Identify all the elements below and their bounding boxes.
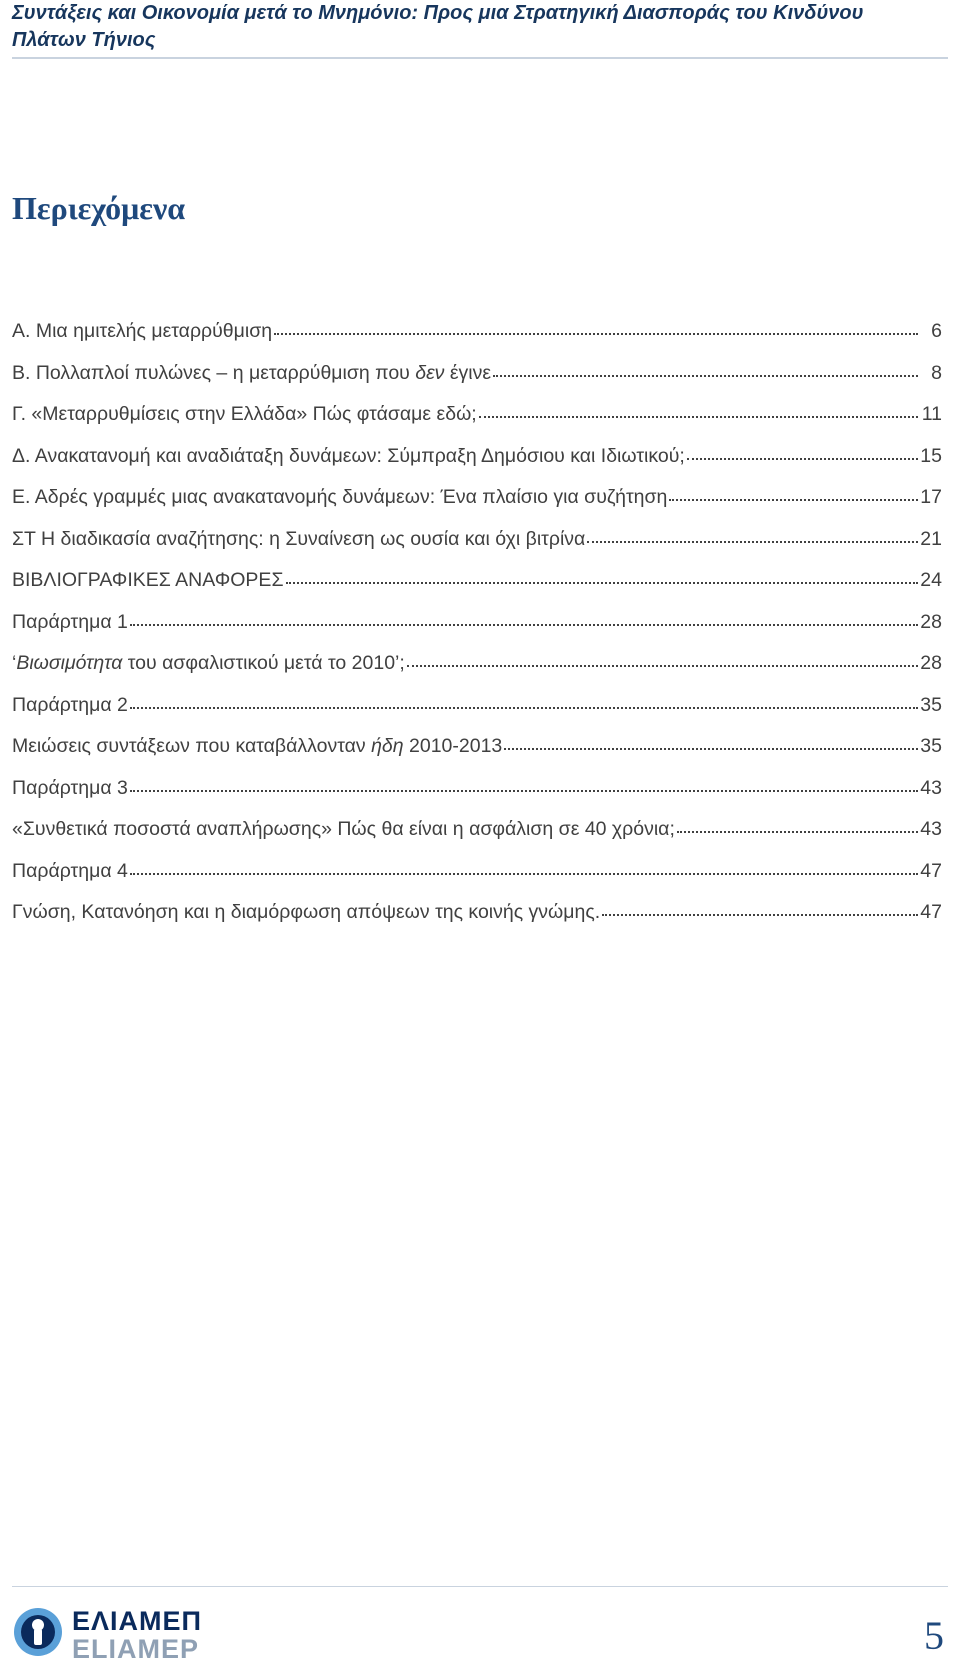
toc-entry-page: 15 <box>920 444 942 467</box>
toc-entry-page: 17 <box>920 486 942 508</box>
toc-dot-leader <box>286 582 919 584</box>
toc-entry-page: 8 <box>931 361 942 384</box>
toc-dot-leader <box>669 499 918 501</box>
toc-entry-title <box>12 818 675 841</box>
toc-dot-leader <box>479 416 918 418</box>
footer-divider <box>12 1586 948 1587</box>
toc-entry-page: 28 <box>920 610 942 633</box>
toc-dot-leader <box>130 707 918 709</box>
header-author: Πλάτων Τήνιος <box>12 29 156 51</box>
toc-entry-title <box>12 901 600 924</box>
toc-entry-title <box>12 362 491 385</box>
toc-entry[interactable] <box>12 694 942 736</box>
toc-entry-text: Δ. Ανακατανομή και αναδιάταξη δυνάμεων: Σύμπραξη Δημόσιου και Ιδιωτικού; <box>12 444 685 467</box>
toc-entry-page: 21 <box>920 527 942 550</box>
toc-dot-leader <box>407 665 918 667</box>
toc-entry-title <box>12 860 128 883</box>
toc-entry-page: 43 <box>920 776 942 799</box>
toc-entry-title <box>12 320 272 343</box>
header-title: Συντάξεις και Οικονομία μετά το Μνημόνιο: Προς μια Στρατηγική Διασποράς του Κινδύνου <box>12 2 864 24</box>
toc-entry[interactable] <box>12 445 942 487</box>
toc-entry-text: Παράρτημα 4 <box>12 859 128 882</box>
toc-entry-page: 43 <box>920 818 942 840</box>
toc-entry-emphasis: Βιωσιμότητα <box>16 652 123 674</box>
toc-entry[interactable] <box>12 735 942 777</box>
toc-entry-page: 47 <box>920 859 942 882</box>
toc-entry-text: Α. Μια ημιτελής μεταρρύθμιση <box>12 320 273 342</box>
toc-entry-text: ‘ <box>12 652 17 674</box>
toc-entry-text: 2010-2013 <box>403 735 503 757</box>
toc-entry-title <box>12 735 502 758</box>
page-number: 5 <box>924 1613 944 1658</box>
toc-entry-emphasis: δεν <box>415 361 445 384</box>
toc-entry[interactable] <box>12 611 942 653</box>
toc-entry[interactable] <box>12 486 942 528</box>
toc-entry-text: ΒΙΒΛΙΟΓΡΑΦΙΚΕΣ ΑΝΑΦΟΡΕΣ <box>12 569 284 591</box>
toc-entry-title <box>12 528 585 551</box>
toc-entry[interactable] <box>12 818 942 860</box>
toc-entry-page: 35 <box>920 735 942 757</box>
toc-entry-title <box>12 445 685 468</box>
toc-entry-text: Παράρτημα 3 <box>12 776 128 799</box>
toc-entry-title <box>12 652 405 675</box>
toc-entry[interactable] <box>12 777 942 819</box>
toc-dot-leader <box>677 831 918 833</box>
toc-entry[interactable] <box>12 403 942 445</box>
toc-dot-leader <box>587 541 918 543</box>
logo-text-greek: ΕΛΙΑΜΕΠ <box>72 1606 203 1636</box>
toc-dot-leader <box>493 375 918 377</box>
toc-dot-leader <box>602 914 918 916</box>
toc-entry-title <box>12 777 128 800</box>
toc-dot-leader <box>504 748 918 750</box>
toc-entry-page: 47 <box>920 901 942 923</box>
toc-dot-leader <box>687 458 918 460</box>
toc-dot-leader <box>274 333 918 335</box>
toc-entry[interactable] <box>12 901 942 943</box>
toc-entry-text: έγινε <box>444 361 492 384</box>
toc-entry[interactable] <box>12 320 942 362</box>
toc-entry-text: Β. Πολλαπλοί πυλώνες – η μεταρρύθμιση που <box>12 361 416 384</box>
toc-entry-text: «Συνθετικά ποσοστά αναπλήρωσης» Πώς θα είναι η ασφάλιση σε 40 χρόνια; <box>12 818 675 840</box>
logo-emblem-icon <box>12 1602 64 1662</box>
toc-entry-page: 6 <box>931 320 942 342</box>
logo-text-latin: ELIAMEP <box>72 1634 200 1664</box>
toc-entry-page: 24 <box>920 569 942 591</box>
toc-entry-text: Παράρτημα 1 <box>12 610 128 633</box>
toc-dot-leader <box>130 624 918 626</box>
toc-entry-title <box>12 611 128 634</box>
toc-entry[interactable] <box>12 860 942 902</box>
table-of-contents <box>12 320 942 943</box>
toc-entry-page: 11 <box>921 403 942 425</box>
toc-entry-title <box>12 486 667 509</box>
toc-entry-title <box>12 403 477 426</box>
toc-entry-page: 35 <box>920 693 942 716</box>
eliamep-logo <box>12 1602 232 1666</box>
toc-entry-text: Μειώσεις συντάξεων που καταβάλλονταν <box>12 735 372 757</box>
toc-entry-title <box>12 694 128 717</box>
toc-dot-leader <box>130 790 918 792</box>
toc-entry-page: 28 <box>920 652 942 674</box>
toc-entry[interactable] <box>12 652 942 694</box>
toc-entry-text: Ε. Αδρές γραμμές μιας ανακατανομής δυνάμεων: Ένα πλαίσιο για συζήτηση <box>12 486 668 508</box>
toc-entry-emphasis: ήδη <box>371 735 404 757</box>
toc-title: Περιεχόμενα <box>12 190 186 226</box>
running-header <box>12 0 948 59</box>
toc-entry-text: Γ. «Μεταρρυθμίσεις στην Ελλάδα» Πώς φτάσαμε εδώ; <box>12 403 477 425</box>
toc-entry-text: του ασφαλιστικού μετά το 2010’; <box>122 652 405 674</box>
toc-entry[interactable] <box>12 362 942 404</box>
toc-entry-title <box>12 569 284 592</box>
toc-entry-text: ΣΤ Η διαδικασία αναζήτησης: η Συναίνεση ως ουσία και όχι βιτρίνα <box>12 527 586 550</box>
toc-entry-text: Γνώση, Κατανόηση και η διαμόρφωση απόψεων της κοινής γνώμης. <box>12 901 601 923</box>
toc-entry-text: Παράρτημα 2 <box>12 693 128 716</box>
toc-dot-leader <box>130 873 918 875</box>
toc-entry[interactable] <box>12 528 942 570</box>
toc-entry[interactable] <box>12 569 942 611</box>
